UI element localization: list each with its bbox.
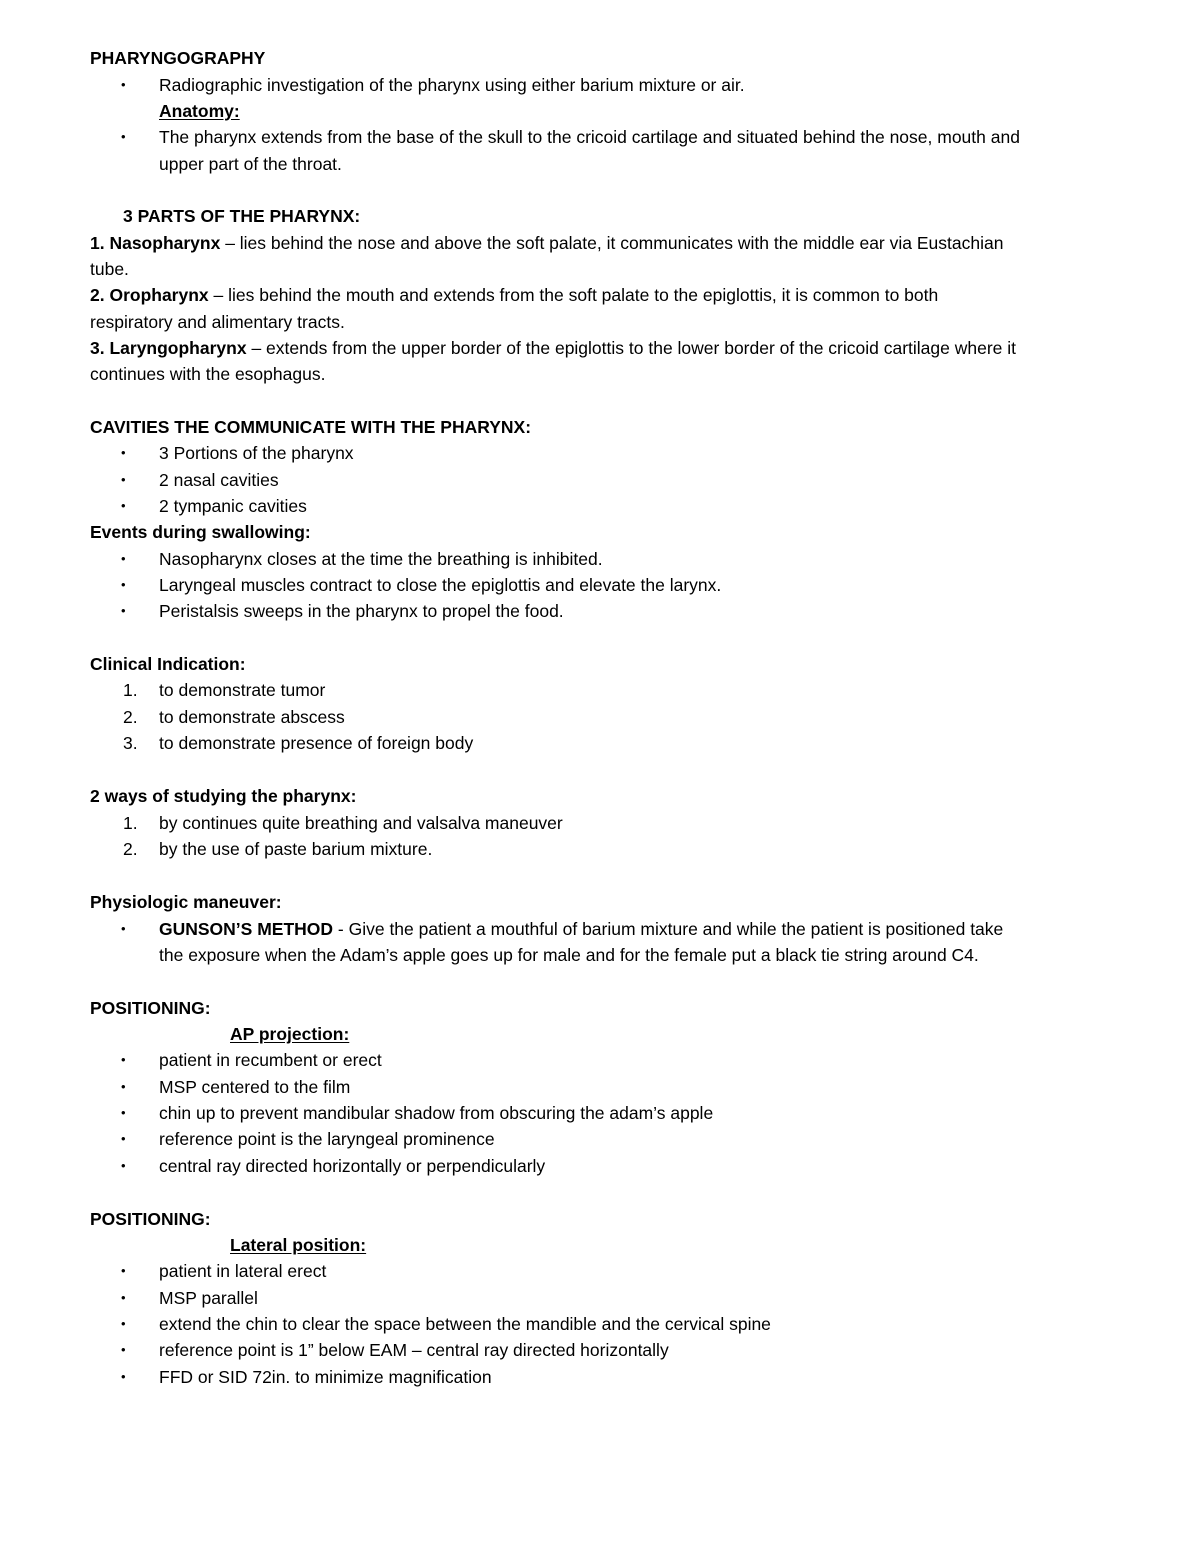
list-number: 2.: [123, 839, 138, 859]
ways-heading: 2 ways of studying the pharynx:: [90, 786, 357, 806]
list-item: chin up to prevent mandibular shadow from obscuring the adam’s apple: [159, 1103, 714, 1123]
oropharynx-label: 2. Oropharynx: [90, 285, 209, 305]
laryngopharynx-desc: – extends from the upper border of the epiglottis to the lower border of the cricoid cartilage where it: [246, 338, 1017, 358]
list-item: patient in recumbent or erect: [159, 1050, 382, 1070]
bullet-icon: •: [121, 1131, 126, 1146]
positioning-heading: POSITIONING:: [90, 998, 211, 1018]
bullet-icon: •: [121, 1105, 126, 1120]
list-item: FFD or SID 72in. to minimize magnification: [159, 1367, 492, 1387]
bullet-icon: •: [121, 445, 126, 460]
list-number: 1.: [123, 680, 138, 700]
list-item: 2 nasal cavities: [159, 470, 279, 490]
list-item: reference point is the laryngeal prominence: [159, 1129, 495, 1149]
bullet-icon: •: [121, 1369, 126, 1384]
bullet-icon: •: [121, 1290, 126, 1305]
gunson-method-line2: the exposure when the Adam’s apple goes up for male and for the female put a black tie string around C4.: [159, 945, 979, 965]
list-item: patient in lateral erect: [159, 1261, 327, 1281]
bullet-icon: •: [121, 1052, 126, 1067]
clinical-heading: Clinical Indication:: [90, 654, 246, 674]
bullet-icon: •: [121, 498, 126, 513]
list-item: Peristalsis sweeps in the pharynx to propel the food.: [159, 601, 564, 621]
bullet-icon: •: [121, 577, 126, 592]
bullet-icon: •: [121, 1342, 126, 1357]
list-item: 2 tympanic cavities: [159, 496, 307, 516]
oropharynx-line2: respiratory and alimentary tracts.: [90, 312, 345, 332]
parts-heading: 3 PARTS OF THE PHARYNX:: [123, 206, 361, 226]
bullet-icon: •: [121, 1079, 126, 1094]
list-item: extend the chin to clear the space between the mandible and the cervical spine: [159, 1314, 771, 1334]
gunson-method-line1: [159, 918, 1003, 940]
oropharynx-desc: – lies behind the mouth and extends from the soft palate to the epiglottis, it is common to both: [208, 285, 939, 305]
document-title: PHARYNGOGRAPHY: [90, 48, 266, 68]
positioning-heading: POSITIONING:: [90, 1209, 211, 1229]
laryngopharynx-label: 3. Laryngopharynx: [90, 338, 247, 358]
nasopharynx-label: 1. Nasopharynx: [90, 233, 221, 253]
laryngopharynx-line1: [90, 337, 1016, 359]
definition-text: Radiographic investigation of the pharynx using either barium mixture or air.: [159, 75, 745, 95]
bullet-icon: •: [121, 921, 126, 936]
nasopharynx-line2: tube.: [90, 259, 129, 279]
anatomy-heading: Anatomy:: [159, 101, 240, 121]
list-number: 3.: [123, 733, 138, 753]
bullet-icon: •: [121, 1158, 126, 1173]
bullet-icon: •: [121, 129, 126, 144]
list-item: to demonstrate tumor: [159, 680, 326, 700]
list-item: to demonstrate abscess: [159, 707, 345, 727]
list-item: Laryngeal muscles contract to close the epiglottis and elevate the larynx.: [159, 575, 722, 595]
list-item: central ray directed horizontally or perpendicularly: [159, 1156, 546, 1176]
list-number: 1.: [123, 813, 138, 833]
maneuver-heading: Physiologic maneuver:: [90, 892, 282, 912]
anatomy-text-line1: The pharynx extends from the base of the skull to the cricoid cartilage and situated behind the nose, mouth and: [159, 127, 1020, 147]
list-item: MSP centered to the film: [159, 1077, 351, 1097]
list-number: 2.: [123, 707, 138, 727]
list-item: MSP parallel: [159, 1288, 258, 1308]
list-item: by continues quite breathing and valsalva maneuver: [159, 813, 563, 833]
bullet-icon: •: [121, 77, 126, 92]
bullet-icon: •: [121, 603, 126, 618]
swallowing-heading: Events during swallowing:: [90, 522, 311, 542]
nasopharynx-line1: [90, 232, 1003, 254]
list-item: by the use of paste barium mixture.: [159, 839, 433, 859]
list-item: to demonstrate presence of foreign body: [159, 733, 474, 753]
bullet-icon: •: [121, 472, 126, 487]
list-item: reference point is 1” below EAM – central ray directed horizontally: [159, 1340, 669, 1360]
gunson-method-label: GUNSON’S METHOD: [159, 919, 334, 939]
gunson-method-desc: - Give the patient a mouthful of barium mixture and while the patient is positioned take: [333, 919, 1004, 939]
laryngopharynx-line2: continues with the esophagus.: [90, 364, 326, 384]
bullet-icon: •: [121, 1316, 126, 1331]
list-item: 3 Portions of the pharynx: [159, 443, 354, 463]
list-item: Nasopharynx closes at the time the breathing is inhibited.: [159, 549, 603, 569]
nasopharynx-desc: – lies behind the nose and above the soft palate, it communicates with the middle ear via Eustachian: [220, 233, 1004, 253]
cavities-heading: CAVITIES THE COMMUNICATE WITH THE PHARYNX:: [90, 417, 532, 437]
ap-projection-subheading: AP projection:: [230, 1024, 350, 1044]
oropharynx-line1: [90, 284, 938, 306]
anatomy-text-line2: upper part of the throat.: [159, 154, 342, 174]
bullet-icon: •: [121, 551, 126, 566]
bullet-icon: •: [121, 1263, 126, 1278]
lateral-position-subheading: Lateral position:: [230, 1235, 367, 1255]
